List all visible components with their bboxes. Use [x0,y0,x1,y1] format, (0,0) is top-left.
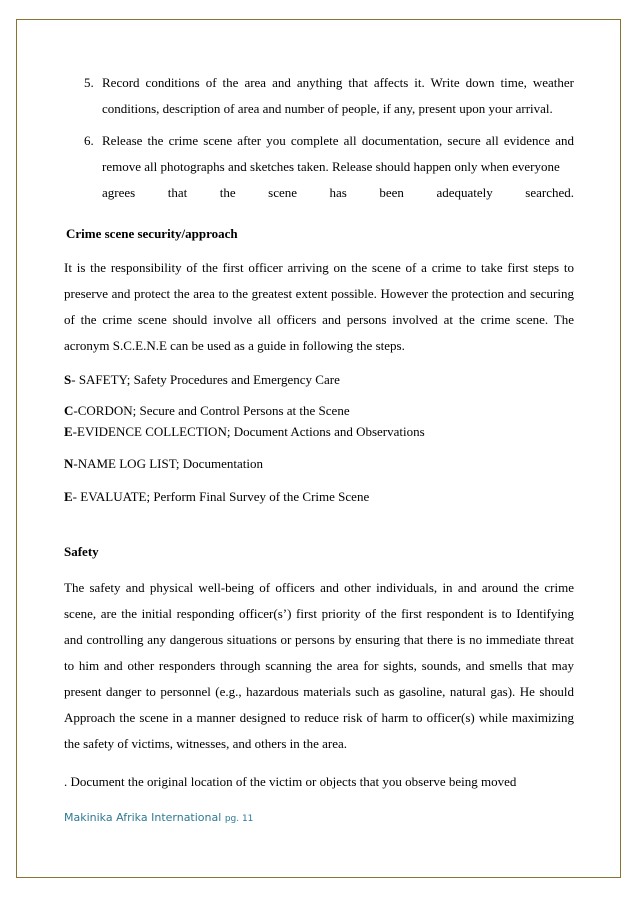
acronym-text: -EVIDENCE COLLECTION; Document Actions and Observations [72,424,425,439]
body-paragraph: It is the responsibility of the first officer arriving on the scene of a crime to take first steps to preserve and protect the area to the greatest extent possible. However the protection and securing of the crime scene should involve all officers and persons involved at the crime scene. The acronym S.C.E.N.E can be used as a guide in following the steps. [64,260,574,353]
page-number: pg. 11 [224,814,254,824]
document-body [64,70,574,795]
acronym-list [64,371,574,506]
acronym-text: -CORDON; Secure and Control Persons at the Scene [73,403,350,418]
acronym-letter: E [64,489,73,504]
page-footer [64,811,253,824]
list-item-text: Release the crime scene after you complete all documentation, secure all evidence and remove all photographs and sketches taken. Release should happen only when everyone [102,133,574,174]
acronym-item [64,455,574,473]
acronym-item [64,488,574,506]
list-item-text: Record conditions of the area and anything that affects it. Write down time, weather conditions, description of area and number of people, if any, present upon your arrival. [102,75,574,116]
section-heading: Crime scene security/approach [66,226,238,241]
body-paragraph: . Document the original location of the victim or objects that you observe being moved [64,774,517,789]
list-number: 6. [84,133,94,148]
footer-publisher: Makinika Afrika International [64,811,222,824]
acronym-letter: S [64,372,72,387]
acronym-text: -NAME LOG LIST; Documentation [73,456,263,471]
acronym-item [64,371,574,389]
body-paragraph: The safety and physical well-being of officers and other individuals, in and around the crime scene, are the initial responding officer(s’) first priority of the first respondent is to Identifying and controlling any dangerous situations or persons by ensuring that there is no immediate threat to him and other responders through scanning the area for sights, sounds, and smells that may present danger to personnel (e.g., hazardous materials such as gasoline, natural gas). He should Approach the scene in a manner designed to reduce risk of harm to officer(s) while maximizing the safety of victims, witnesses, and others in the area. [64,580,574,751]
acronym-item [64,423,574,441]
list-item-text-end: agrees that the scene has been adequately searched. [102,185,574,200]
section-heading: Safety [64,544,99,559]
numbered-steps [64,70,574,206]
acronym-text: - SAFETY; Safety Procedures and Emergency Care [71,372,340,387]
list-item [64,128,574,206]
acronym-letter: C [64,403,74,418]
acronym-item [64,402,574,420]
acronym-letter: N [64,456,74,471]
acronym-letter: E [64,424,73,439]
list-number: 5. [84,75,94,90]
list-item [64,70,574,122]
acronym-text: - EVALUATE; Perform Final Survey of the Crime Scene [72,489,370,504]
